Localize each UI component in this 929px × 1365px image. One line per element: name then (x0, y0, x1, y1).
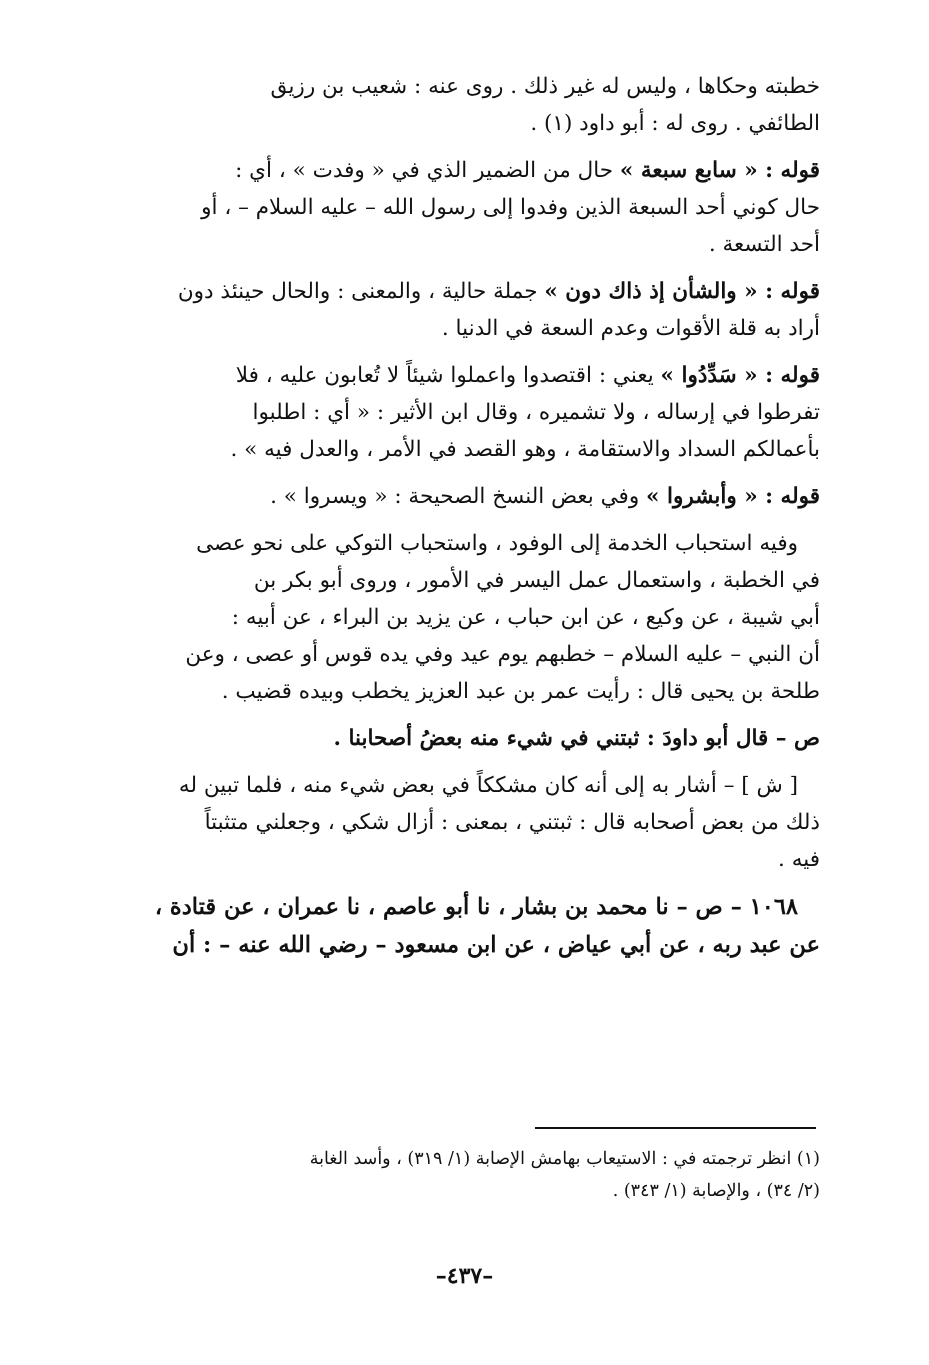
commentary-heading: قوله : « وأبشروا » (646, 484, 820, 509)
commentary-text: وفي بعض النسخ الصحيحة : « ويسروا » . (270, 484, 647, 509)
commentary-paragraph-4 (132, 478, 820, 515)
text-line: خطبته وحكاها ، وليس له غير ذلك . روى عنه : شعيب بن رزيق (270, 74, 820, 99)
commentary-text: جملة حالية ، والمعنى : والحال حينئذ دون (177, 279, 545, 304)
footnote-line: (٢/ ٣٤) ، والإصابة (١/ ٣٤٣) . (612, 1181, 820, 1201)
commentary-text: حال من الضمير الذي في « وفدت » ، أي : (235, 158, 620, 183)
text-line: أحد التسعة . (708, 232, 820, 257)
text-line: أن النبي – عليه السلام – خطبهم يوم عيد وفي يده قوس أو عصى ، وعن (185, 642, 820, 667)
sharh-paragraph (132, 767, 820, 878)
text-line: [ ش ] – أشار به إلى أنه كان مشككاً في بعض شيء منه ، فلما تبين له (178, 773, 798, 798)
text-line: أبي شيبة ، عن وكيع ، عن ابن حباب ، عن يزيد بن البراء ، عن أبيه : (231, 605, 820, 630)
text-line: تفرطوا في إرساله ، ولا تشميره ، وقال ابن الأثير : « أي : اطلبوا (252, 400, 820, 425)
commentary-heading: قوله : « سابع سبعة » (619, 158, 820, 183)
footnote-line: (١) انظر ترجمته في : الاستيعاب بهامش الإصابة (١/ ٣١٩) ، وأسد الغابة (309, 1149, 820, 1169)
text-line: حال كوني أحد السبعة الذين وفدوا إلى رسول الله – عليه السلام – ، أو (201, 195, 820, 220)
text-line (132, 357, 820, 394)
commentary-paragraph-1 (132, 152, 820, 263)
text-line (132, 478, 820, 515)
commentary-heading: قوله : « سَدِّدُوا » (660, 363, 820, 388)
commentary-text: يعني : اقتصدوا واعملوا شيئاً لا تُعابون عليه ، فلا (235, 363, 661, 388)
commentary-heading: قوله : « والشأن إذ ذاك دون » (544, 279, 820, 304)
footnote-divider (535, 1127, 816, 1129)
page-body (132, 68, 820, 974)
commentary-paragraph-2 (132, 273, 820, 347)
text-line: الطائفي . روى له : أبو داود (١) . (530, 111, 820, 136)
text-line (132, 152, 820, 189)
text-line: طلحة بن يحيى قال : رأيت عمر بن عبد العزيز يخطب وبيده قضيب . (221, 679, 820, 704)
text-line: ذلك من بعض أصحابه قال : ثبتني ، بمعنى : أزال شكي ، وجعلني متثبتاً (204, 810, 820, 835)
page-number: –٤٣٧– (435, 1263, 494, 1289)
text-line: ص – قال أبو داودَ : ثبتني في شيء منه بعضُ أصحابنا . (333, 726, 820, 751)
footnote (132, 1143, 820, 1207)
hadith-1068-paragraph (132, 888, 820, 964)
intro-paragraph (132, 68, 820, 142)
text-line: أراد به قلة الأقوات وعدم السعة في الدنيا . (441, 316, 820, 341)
text-line: فيه . (778, 847, 820, 872)
text-line: بأعمالكم السداد والاستقامة ، وهو القصد في الأمر ، والعدل فيه » . (230, 437, 820, 462)
text-line: ١٠٦٨ – ص – نا محمد بن بشار ، نا أبو عاصم ، نا عمران ، عن قتادة ، (154, 894, 798, 920)
text-line: في الخطبة ، واستعمال عمل اليسر في الأمور ، وروى أبو بكر بن (253, 568, 820, 593)
text-line: عن عبد ربه ، عن أبي عياض ، عن ابن مسعود – رضي الله عنه – : أن (172, 932, 820, 958)
text-line: وفيه استحباب الخدمة إلى الوفود ، واستحباب التوكي على نحو عصى (196, 531, 798, 556)
hadith-text-paragraph (132, 720, 820, 757)
text-line (132, 273, 820, 310)
benefits-paragraph (132, 525, 820, 710)
commentary-paragraph-3 (132, 357, 820, 468)
